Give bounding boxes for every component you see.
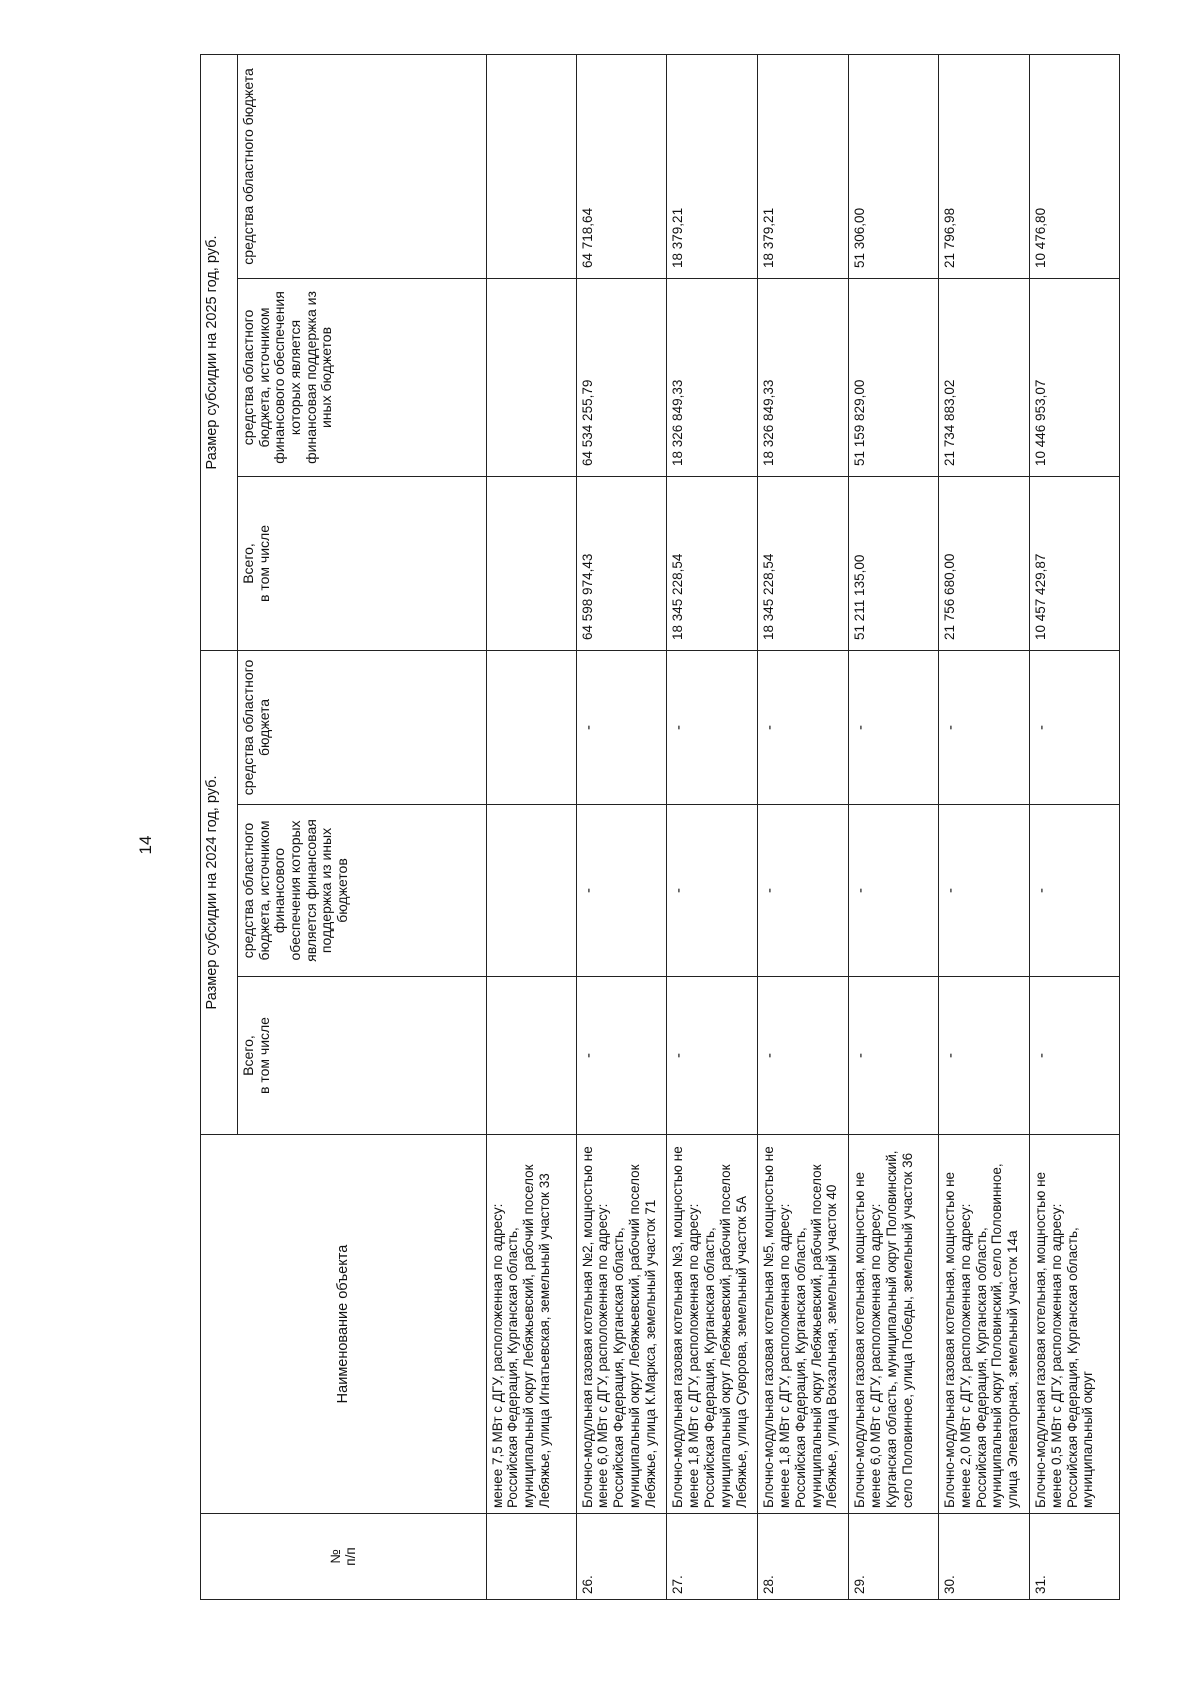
- header-subsidy-2024: Размер субсидии на 2024 год, руб.: [201, 650, 238, 1134]
- row-regional-2024: -: [758, 650, 849, 804]
- row-federal-2025: 64 534 255,79: [576, 278, 667, 476]
- header-subsidy-2025: Размер субсидии на 2025 год, руб.: [201, 54, 238, 650]
- row-num: [486, 1514, 576, 1600]
- row-federal-2025: [486, 278, 576, 476]
- row-name: Блочно-модульная газовая котельная, мощностью не менее 0,5 МВт с ДГУ, расположенная по адресу: Российская Федерация, Курганская область, муниципальный округ: [1029, 1135, 1119, 1514]
- row-federal-2024: [486, 805, 576, 977]
- page-number: 14: [136, 835, 155, 855]
- row-num: 30.: [939, 1514, 1030, 1600]
- row-regional-2024: -: [939, 650, 1030, 804]
- subsidy-table: [200, 54, 1120, 1600]
- header-num: № п/п: [201, 1514, 487, 1600]
- row-regional-2025: 18 379,21: [667, 54, 758, 278]
- row-regional-2025: [486, 54, 576, 278]
- row-num: 26.: [576, 1514, 667, 1600]
- row-total-2024: -: [1029, 977, 1119, 1135]
- row-federal-2024: -: [758, 805, 849, 977]
- row-total-2024: [486, 977, 576, 1135]
- row-name: менее 7,5 МВт с ДГУ, расположенная по адресу: Российская Федерация, Курганская область, муниципальный округ Лебяжьевский, рабочий поселок Лебяжье, улица Игнатьевская, земельный участок 33: [486, 1135, 576, 1514]
- row-regional-2024: -: [667, 650, 758, 804]
- row-federal-2024: -: [939, 805, 1030, 977]
- header-total-2024: Всего, в том числе: [238, 977, 487, 1135]
- row-federal-2024: -: [849, 805, 939, 977]
- row-total-2025: 21 756 680,00: [939, 476, 1030, 650]
- row-regional-2025: 10 476,80: [1029, 54, 1119, 278]
- table-row: [758, 54, 849, 1599]
- row-regional-2025: 64 718,64: [576, 54, 667, 278]
- row-total-2024: -: [758, 977, 849, 1135]
- row-name: Блочно-модульная газовая котельная №3, мощностью не менее 1,8 МВт с ДГУ, расположенная по адресу: Российская Федерация, Курганская область, муниципальный округ Лебяжьевский, рабочий поселок Лебяжье, улица Суворова, земельный участок 5А: [667, 1135, 758, 1514]
- table-row: [939, 54, 1030, 1599]
- row-federal-2024: -: [1029, 805, 1119, 977]
- table-row: [1029, 54, 1119, 1599]
- row-total-2025: 10 457 429,87: [1029, 476, 1119, 650]
- row-total-2024: -: [576, 977, 667, 1135]
- table-row: [667, 54, 758, 1599]
- row-federal-2025: 21 734 883,02: [939, 278, 1030, 476]
- row-num: 27.: [667, 1514, 758, 1600]
- rotated-table-container: [200, 55, 1120, 1600]
- header-regional-2025: средства областного бюджета: [238, 54, 487, 278]
- header-row-1: [201, 54, 238, 1599]
- row-regional-2025: 21 796,98: [939, 54, 1030, 278]
- header-federal-2025: средства областного бюджета, источником финансового обеспечения которых является финансовая поддержка из иных бюджетов: [238, 278, 487, 476]
- header-regional-2024: средства областного бюджета: [238, 650, 487, 804]
- row-name: Блочно-модульная газовая котельная №5, мощностью не менее 1,8 МВт с ДГУ, расположенная по адресу: Российская Федерация, Курганская область, муниципальный округ Лебяжьевский, рабочий поселок Лебяжье, улица Вокзальная, земельный участок 40: [758, 1135, 849, 1514]
- row-regional-2025: 18 379,21: [758, 54, 849, 278]
- row-federal-2025: 51 159 829,00: [849, 278, 939, 476]
- row-federal-2024: -: [667, 805, 758, 977]
- row-name: Блочно-модульная газовая котельная, мощностью не менее 6,0 МВт с ДГУ, расположенная по адресу: Курганская область, муниципальный округ Половинский, село Половинное, улица Победы, земельный участок 36: [849, 1135, 939, 1514]
- table-row: [576, 54, 667, 1599]
- row-federal-2025: 18 326 849,33: [667, 278, 758, 476]
- row-federal-2024: -: [576, 805, 667, 977]
- table-body: [201, 54, 1120, 1599]
- header-total-2025: Всего, в том числе: [238, 476, 487, 650]
- row-num: 31.: [1029, 1514, 1119, 1600]
- row-regional-2025: 51 306,00: [849, 54, 939, 278]
- row-regional-2024: -: [576, 650, 667, 804]
- header-name: Наименование объекта: [201, 1135, 487, 1514]
- row-name: Блочно-модульная газовая котельная №2, мощностью не менее 6,0 МВт с ДГУ, расположенная по адресу: Российская Федерация, Курганская область, муниципальный округ Лебяжьевский, рабочий поселок Лебяжье, улица К.Маркса, земельный участок 71: [576, 1135, 667, 1514]
- table-row: [486, 54, 576, 1599]
- row-regional-2024: -: [1029, 650, 1119, 804]
- row-total-2025: 64 598 974,43: [576, 476, 667, 650]
- row-num: 28.: [758, 1514, 849, 1600]
- row-total-2025: [486, 476, 576, 650]
- table-row: [849, 54, 939, 1599]
- row-total-2025: 18 345 228,54: [667, 476, 758, 650]
- header-federal-2024: средства областного бюджета, источником финансового обеспечения которых является финансовая поддержка из иных бюджетов: [238, 805, 487, 977]
- row-regional-2024: -: [849, 650, 939, 804]
- row-federal-2025: 10 446 953,07: [1029, 278, 1119, 476]
- row-name: Блочно-модульная газовая котельная, мощностью не менее 2,0 МВт с ДГУ, расположенная по адресу: Российская Федерация, Курганская область, муниципальный округ Половинский, село Половинное, улица Элеваторная, земельный участок 14а: [939, 1135, 1030, 1514]
- row-federal-2025: 18 326 849,33: [758, 278, 849, 476]
- row-total-2025: 18 345 228,54: [758, 476, 849, 650]
- row-total-2024: -: [849, 977, 939, 1135]
- row-total-2025: 51 211 135,00: [849, 476, 939, 650]
- row-total-2024: -: [667, 977, 758, 1135]
- row-total-2024: -: [939, 977, 1030, 1135]
- row-num: 29.: [849, 1514, 939, 1600]
- row-regional-2024: [486, 650, 576, 804]
